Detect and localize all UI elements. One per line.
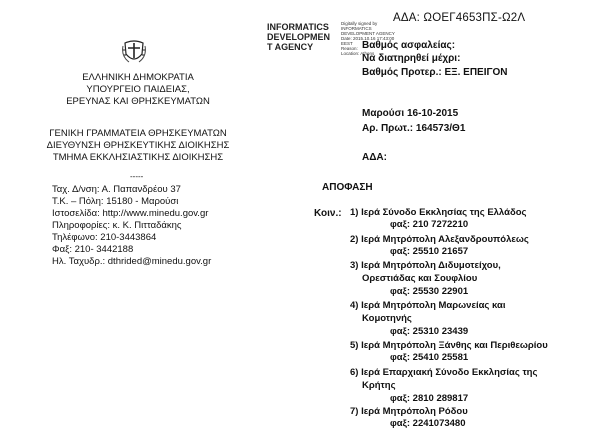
list-item: 6) Ιερά Επαρχιακή Σύνοδο Εκκλησίας της Κρήτης φαξ: 2810 289817 <box>350 367 538 404</box>
contact-website: Ιστοσελίδα: http://www.minedu.gov.gr <box>52 208 209 219</box>
ministry-name-line2: ΕΡΕΥΝΑΣ ΚΑΙ ΘΡΗΣΚΕΥΜΑΤΩΝ <box>66 96 210 107</box>
email-link[interactable]: dthrided@minedu.gov.gr <box>107 256 212 267</box>
contact-phone: Τηλέφωνο: 210-3443864 <box>52 232 157 243</box>
contact-postal: Τ.Κ. – Πόλη: 15180 - Μαρούσι <box>52 196 179 207</box>
decision-title: ΑΠΟΦΑΣΗ <box>322 182 373 193</box>
signature-details: Digitally signed by INFORMATICS DEVELOPMENT AGENCY Date: 2015.10.16 17:43:00 EEST Reason: Location: Athens <box>341 21 395 56</box>
general-secretariat: ΓΕΝΙΚΗ ΓΡΑΜΜΑΤΕΙΑ ΘΡΗΣΚΕΥΜΑΤΩΝ <box>49 128 227 139</box>
ministry-name-line1: ΥΠΟΥΡΓΕΙΟ ΠΑΙΔΕΙΑΣ, <box>86 84 190 95</box>
list-item: 5) Ιερά Μητρόπολη Ξάνθης και Περιθεωρίου φαξ: 25410 25581 <box>350 340 548 363</box>
keep-until: Να διατηρηθεί μέχρι: <box>362 53 461 64</box>
separator: ----- <box>130 172 144 181</box>
country-name: ΕΛΛΗΝΙΚΗ ΔΗΜΟΚΡΑΤΙΑ <box>82 72 194 83</box>
directorate: ΔΙΕΥΘΥΝΣΗ ΘΡΗΣΚΕΥΤΙΚΗΣ ΔΙΟΙΚΗΣΗΣ <box>46 140 230 151</box>
signature-org: INFORMATICS DEVELOPMEN T AGENCY <box>267 22 331 52</box>
contact-info: Πληροφορίες: κ. Κ. Πιτταδάκης <box>52 220 182 231</box>
ada-code-top: ΑΔΑ: ΩΟΕΓ4653ΠΣ-Ω2Λ <box>393 12 526 24</box>
section: ΤΜΗΜΑ ΕΚΚΛΗΣΙΑΣΤΙΚΗΣ ΔΙΟΙΚΗΣΗΣ <box>52 152 224 163</box>
list-item: 4) Ιερά Μητρόπολη Μαρωνείας και Κομοτηνής φαξ: 25310 23439 <box>350 300 506 337</box>
security-level: Βαθμός ασφαλείας: <box>362 40 456 51</box>
list-item: 3) Ιερά Μητρόπολη Διδυμοτείχου, Ορεστιάδας και Σουφλίου φαξ: 25530 22901 <box>350 260 501 297</box>
ministry-header <box>38 72 238 108</box>
list-item: 1) Ιερά Σύνοδο Εκκλησίας της Ελλάδος φαξ: 210 7272210 <box>350 207 527 230</box>
protocol-number: Αρ. Πρωτ.: 164573/Θ1 <box>362 123 466 134</box>
list-item: 7) Ιερά Μητρόπολη Ρόδου φαξ: 2241073480 <box>350 406 468 429</box>
ada-label: ΑΔΑ: <box>362 152 387 163</box>
website-link[interactable]: http://www.minedu.gov.gr <box>102 208 209 219</box>
contact-address: Ταχ. Δ/νση: Α. Παπανδρέου 37 <box>52 184 181 195</box>
list-item: 2) Ιερά Μητρόπολη Αλεξανδρουπόλεως φαξ: 25510 21657 <box>350 234 529 257</box>
contact-fax: Φαξ: 210- 3442188 <box>52 244 134 255</box>
koin-label: Κοιν.: <box>314 208 342 219</box>
contact-block <box>52 184 211 268</box>
priority-level: Βαθμός Προτερ.: ΕΞ. ΕΠΕΙΓΟΝ <box>362 67 508 78</box>
greek-coat-of-arms-icon <box>121 38 147 66</box>
department-header <box>38 128 238 164</box>
document-date: Μαρούσι 16-10-2015 <box>362 108 459 119</box>
contact-email: Ηλ. Ταχυδρ.: dthrided@minedu.gov.gr <box>52 256 212 267</box>
